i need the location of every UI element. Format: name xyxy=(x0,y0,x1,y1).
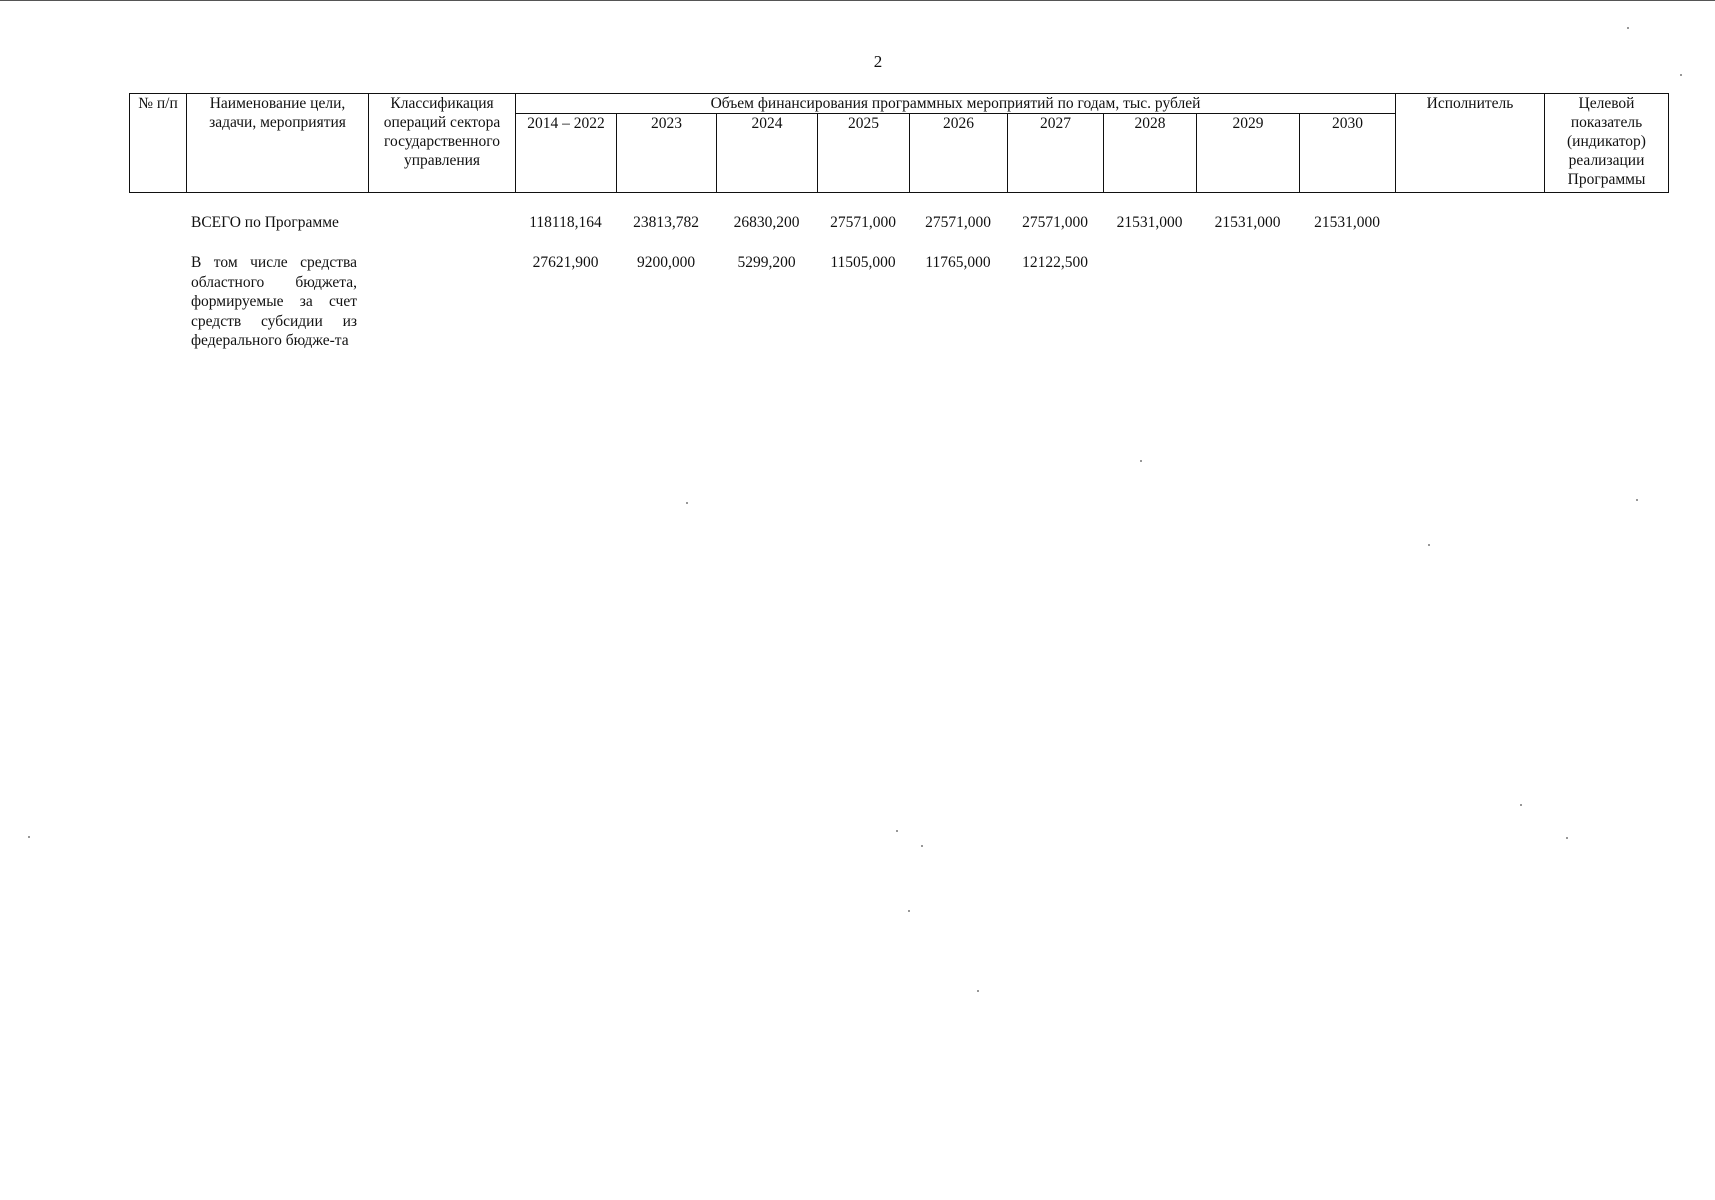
value-2025: 11505,000 xyxy=(830,254,896,271)
header-funding-group: Объем финансирования программных мероприятий по годам, тыс. рублей xyxy=(516,94,1396,114)
scan-speck xyxy=(1140,460,1142,462)
scan-speck xyxy=(921,845,923,847)
header-executor-column: Исполнитель xyxy=(1396,94,1545,193)
value-2023: 9200,000 xyxy=(636,254,696,271)
value-2024: 5299,200 xyxy=(737,254,796,271)
header-year-2025: 2025 xyxy=(818,114,910,193)
value-2025: 27571,000 xyxy=(830,214,896,231)
scan-speck xyxy=(1520,804,1522,806)
scan-speck xyxy=(1566,837,1568,839)
scan-speck xyxy=(28,836,30,838)
value-2014-2022: 118118,164 xyxy=(529,214,602,231)
scan-speck xyxy=(1636,499,1638,501)
row-name: В том числе средства областного бюджета, формируемые за счет средств субсидии из федерального бюдже-та xyxy=(191,254,357,349)
value-2023: 23813,782 xyxy=(633,214,699,231)
scan-speck xyxy=(1680,74,1682,76)
funding-header-table xyxy=(129,93,1669,193)
scan-speck xyxy=(1428,544,1430,546)
value-2030: 21531,000 xyxy=(1314,214,1380,231)
header-number-column: № п/п xyxy=(130,94,187,193)
scan-speck xyxy=(908,910,910,912)
header-classification-column: Классификация операций сектора государственного управления xyxy=(369,94,516,193)
value-2014-2022: 27621,900 xyxy=(532,254,599,271)
header-year-2026: 2026 xyxy=(910,114,1008,193)
header-year-2014-2022: 2014 – 2022 xyxy=(516,114,617,193)
value-2027: 27571,000 xyxy=(1022,214,1088,231)
header-year-2027: 2027 xyxy=(1008,114,1104,193)
page-top-edge xyxy=(0,0,1715,1)
row-name: ВСЕГО по Программе xyxy=(191,214,339,231)
scan-speck xyxy=(1627,27,1629,29)
value-2029: 21531,000 xyxy=(1214,214,1281,231)
value-2028: 21531,000 xyxy=(1116,214,1183,231)
header-target-indicator-column: Целевой показатель (индикатор) реализации Программы xyxy=(1545,94,1669,193)
header-year-2024: 2024 xyxy=(717,114,818,193)
value-2026: 27571,000 xyxy=(925,214,991,231)
scan-speck xyxy=(977,990,979,992)
value-2026: 11765,000 xyxy=(925,254,991,271)
header-year-2028: 2028 xyxy=(1104,114,1197,193)
page-number: 2 xyxy=(873,52,883,71)
header-year-2030: 2030 xyxy=(1300,114,1396,193)
header-name-column: Наименование цели, задачи, мероприятия xyxy=(187,94,369,193)
value-2024: 26830,200 xyxy=(733,214,800,231)
scan-speck xyxy=(686,502,688,504)
header-year-2029: 2029 xyxy=(1197,114,1300,193)
value-2027: 12122,500 xyxy=(1022,254,1088,271)
header-year-2023: 2023 xyxy=(617,114,717,193)
scan-speck xyxy=(896,830,898,832)
